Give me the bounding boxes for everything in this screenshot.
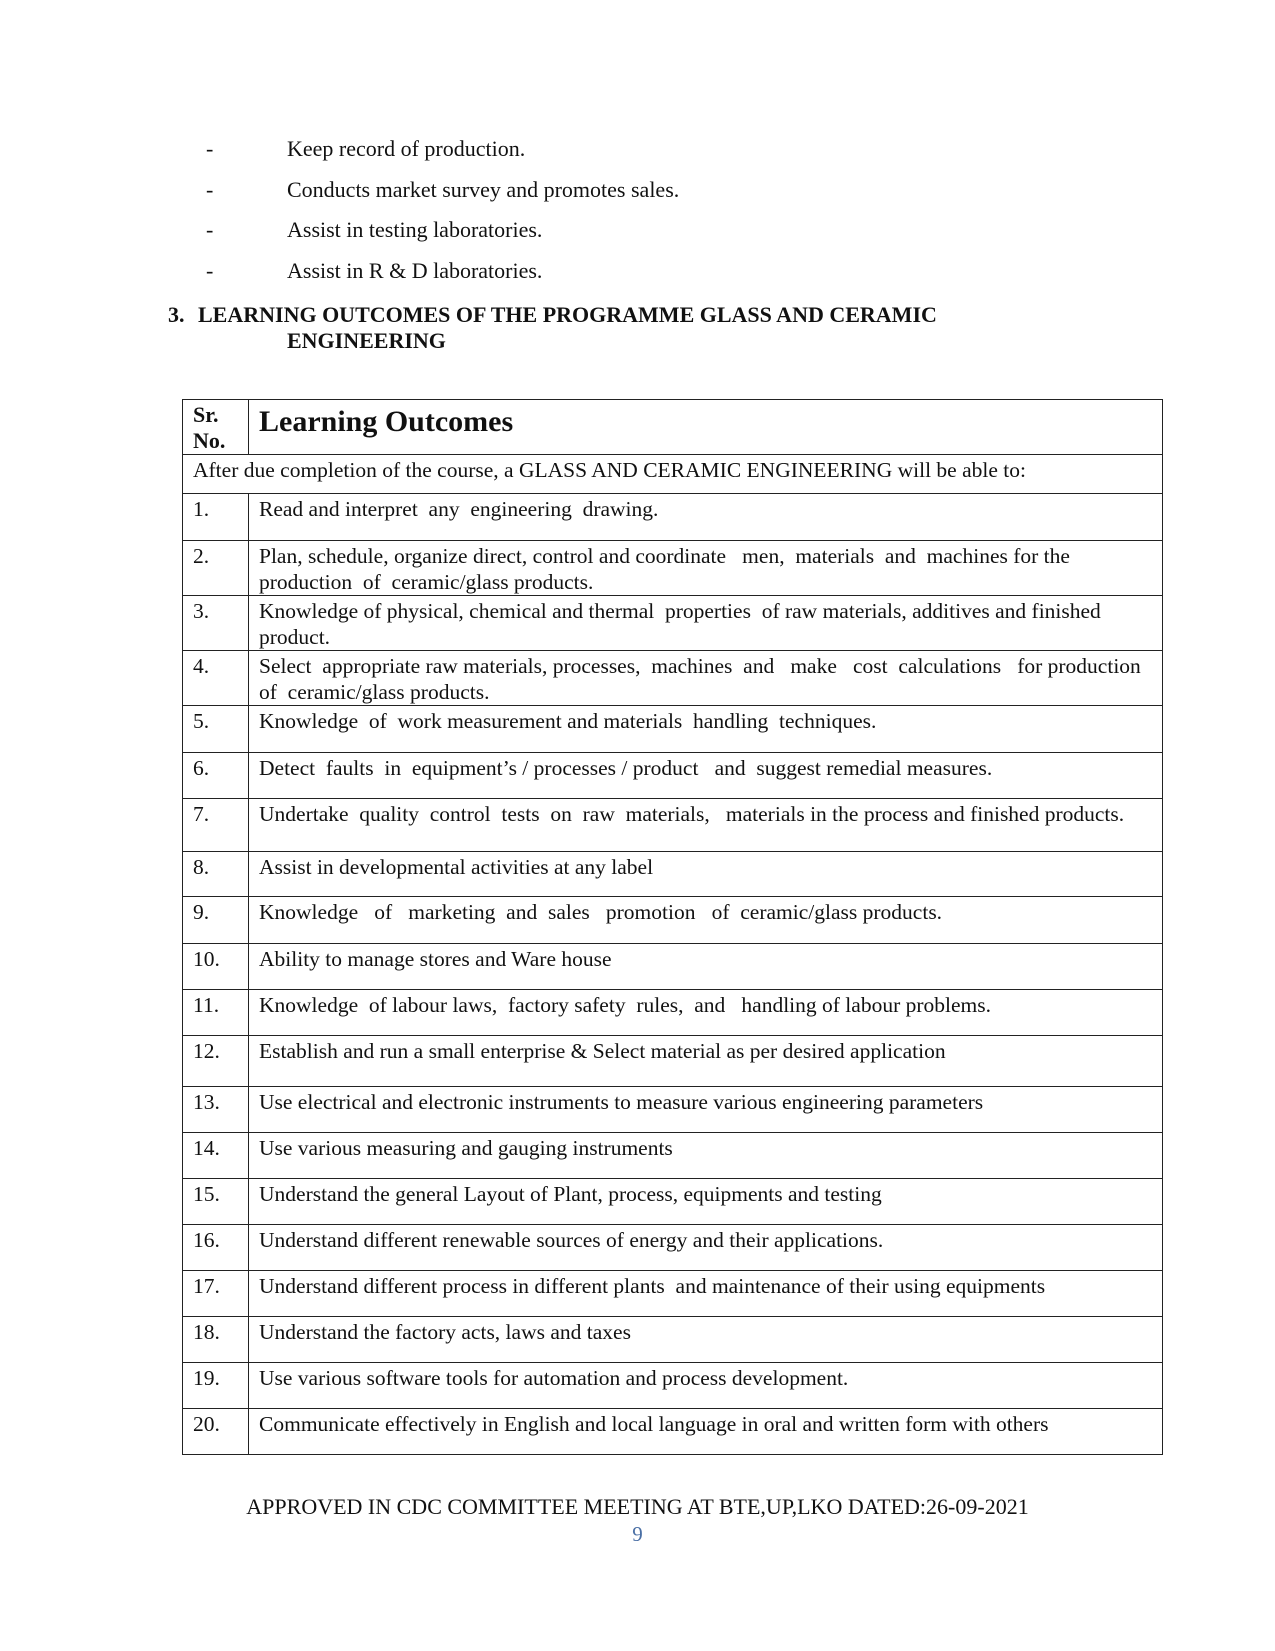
row-number: 5. xyxy=(183,706,249,753)
header-sr-no xyxy=(183,400,249,455)
row-outcome-text: Knowledge of marketing and sales promotion of ceramic/glass products. xyxy=(249,897,1163,944)
table-row xyxy=(183,651,1163,706)
bullet-text: Keep record of production. xyxy=(287,136,526,161)
row-outcome-text: Understand the factory acts, laws and taxes xyxy=(249,1317,1163,1363)
table-row xyxy=(183,1409,1163,1455)
table-row xyxy=(183,1133,1163,1179)
table-row xyxy=(183,944,1163,990)
row-outcome-text: Detect faults in equipment’s / processes / product and suggest remedial measures. xyxy=(249,753,1163,799)
table-row xyxy=(183,799,1163,852)
learning-outcomes-table xyxy=(182,399,1163,1455)
row-number: 19. xyxy=(183,1363,249,1409)
bullet-dash: - xyxy=(206,176,214,202)
table-row xyxy=(183,706,1163,753)
row-number: 8. xyxy=(183,852,249,897)
intro-text: After due completion of the course, a GLASS AND CERAMIC ENGINEERING will be able to: xyxy=(183,455,1163,494)
table-row xyxy=(183,1271,1163,1317)
bullet-text: Assist in R & D laboratories. xyxy=(287,258,543,284)
header-learning-outcomes: Learning Outcomes xyxy=(249,400,1163,455)
row-number: 12. xyxy=(183,1036,249,1087)
table-row xyxy=(183,1317,1163,1363)
table-header-row xyxy=(183,400,1163,455)
section-title-line2: ENGINEERING xyxy=(287,328,446,353)
table-row xyxy=(183,753,1163,799)
row-outcome-text: Communicate effectively in English and local language in oral and written form with others xyxy=(249,1409,1163,1455)
row-number: 11. xyxy=(183,990,249,1036)
row-outcome-text: Use various software tools for automation and process development. xyxy=(249,1363,1163,1409)
row-number: 1. xyxy=(183,494,249,541)
table-row xyxy=(183,596,1163,651)
row-number: 18. xyxy=(183,1317,249,1363)
row-outcome-text: Plan, schedule, organize direct, control and coordinate men, materials and machines for the production of ceramic/glass products. xyxy=(249,541,1163,596)
table-row xyxy=(183,1225,1163,1271)
row-outcome-text: Select appropriate raw materials, processes, machines and make cost calculations for production of ceramic/glass products. xyxy=(249,651,1163,706)
row-number: 7. xyxy=(183,799,249,852)
row-outcome-text: Use electrical and electronic instruments to measure various engineering parameters xyxy=(249,1087,1163,1133)
bullet-text: Assist in testing laboratories. xyxy=(287,217,543,243)
bullet-text: Conducts market survey and promotes sales. xyxy=(287,176,680,202)
bullet-dash: - xyxy=(206,258,214,284)
table-row xyxy=(183,1179,1163,1225)
row-number: 20. xyxy=(183,1409,249,1455)
row-number: 2. xyxy=(183,541,249,596)
table-row xyxy=(183,494,1163,541)
table-row xyxy=(183,541,1163,596)
row-number: 9. xyxy=(183,897,249,944)
row-number: 10. xyxy=(183,944,249,990)
row-number: 6. xyxy=(183,753,249,799)
page-number: 9 xyxy=(632,1522,643,1546)
intro-row xyxy=(183,455,1163,494)
bullet-dash: - xyxy=(206,136,214,161)
row-outcome-text: Read and interpret any engineering drawing. xyxy=(249,494,1163,541)
row-outcome-text: Knowledge of physical, chemical and thermal properties of raw materials, additives and finished product. xyxy=(249,596,1163,651)
row-number: 16. xyxy=(183,1225,249,1271)
bullet-dash: - xyxy=(206,217,214,243)
table-row xyxy=(183,1087,1163,1133)
approval-footer: APPROVED IN CDC COMMITTEE MEETING AT BTE,UP,LKO DATED:26-09-2021 xyxy=(246,1494,1029,1519)
row-outcome-text: Knowledge of work measurement and materials handling techniques. xyxy=(249,706,1163,753)
row-outcome-text: Use various measuring and gauging instruments xyxy=(249,1133,1163,1179)
row-outcome-text: Undertake quality control tests on raw materials, materials in the process and finished products. xyxy=(249,799,1163,852)
row-outcome-text: Understand different renewable sources of energy and their applications. xyxy=(249,1225,1163,1271)
section-number: 3. xyxy=(168,302,185,327)
table-row xyxy=(183,852,1163,897)
row-outcome-text: Understand different process in different plants and maintenance of their using equipments xyxy=(249,1271,1163,1317)
table-row xyxy=(183,990,1163,1036)
table-row xyxy=(183,1036,1163,1087)
row-number: 3. xyxy=(183,596,249,651)
row-number: 17. xyxy=(183,1271,249,1317)
header-sr-line1: Sr. xyxy=(193,402,219,427)
section-title-line1: LEARNING OUTCOMES OF THE PROGRAMME GLASS AND CERAMIC xyxy=(198,302,937,327)
row-number: 13. xyxy=(183,1087,249,1133)
row-outcome-text: Assist in developmental activities at any label xyxy=(249,852,1163,897)
row-outcome-text: Ability to manage stores and Ware house xyxy=(249,944,1163,990)
table-row xyxy=(183,1363,1163,1409)
row-number: 15. xyxy=(183,1179,249,1225)
row-number: 14. xyxy=(183,1133,249,1179)
table-row xyxy=(183,897,1163,944)
row-outcome-text: Knowledge of labour laws, factory safety rules, and handling of labour problems. xyxy=(249,990,1163,1036)
header-sr-line2: No. xyxy=(193,428,226,453)
row-outcome-text: Understand the general Layout of Plant, process, equipments and testing xyxy=(249,1179,1163,1225)
row-outcome-text: Establish and run a small enterprise & Select material as per desired application xyxy=(249,1036,1163,1087)
row-number: 4. xyxy=(183,651,249,706)
